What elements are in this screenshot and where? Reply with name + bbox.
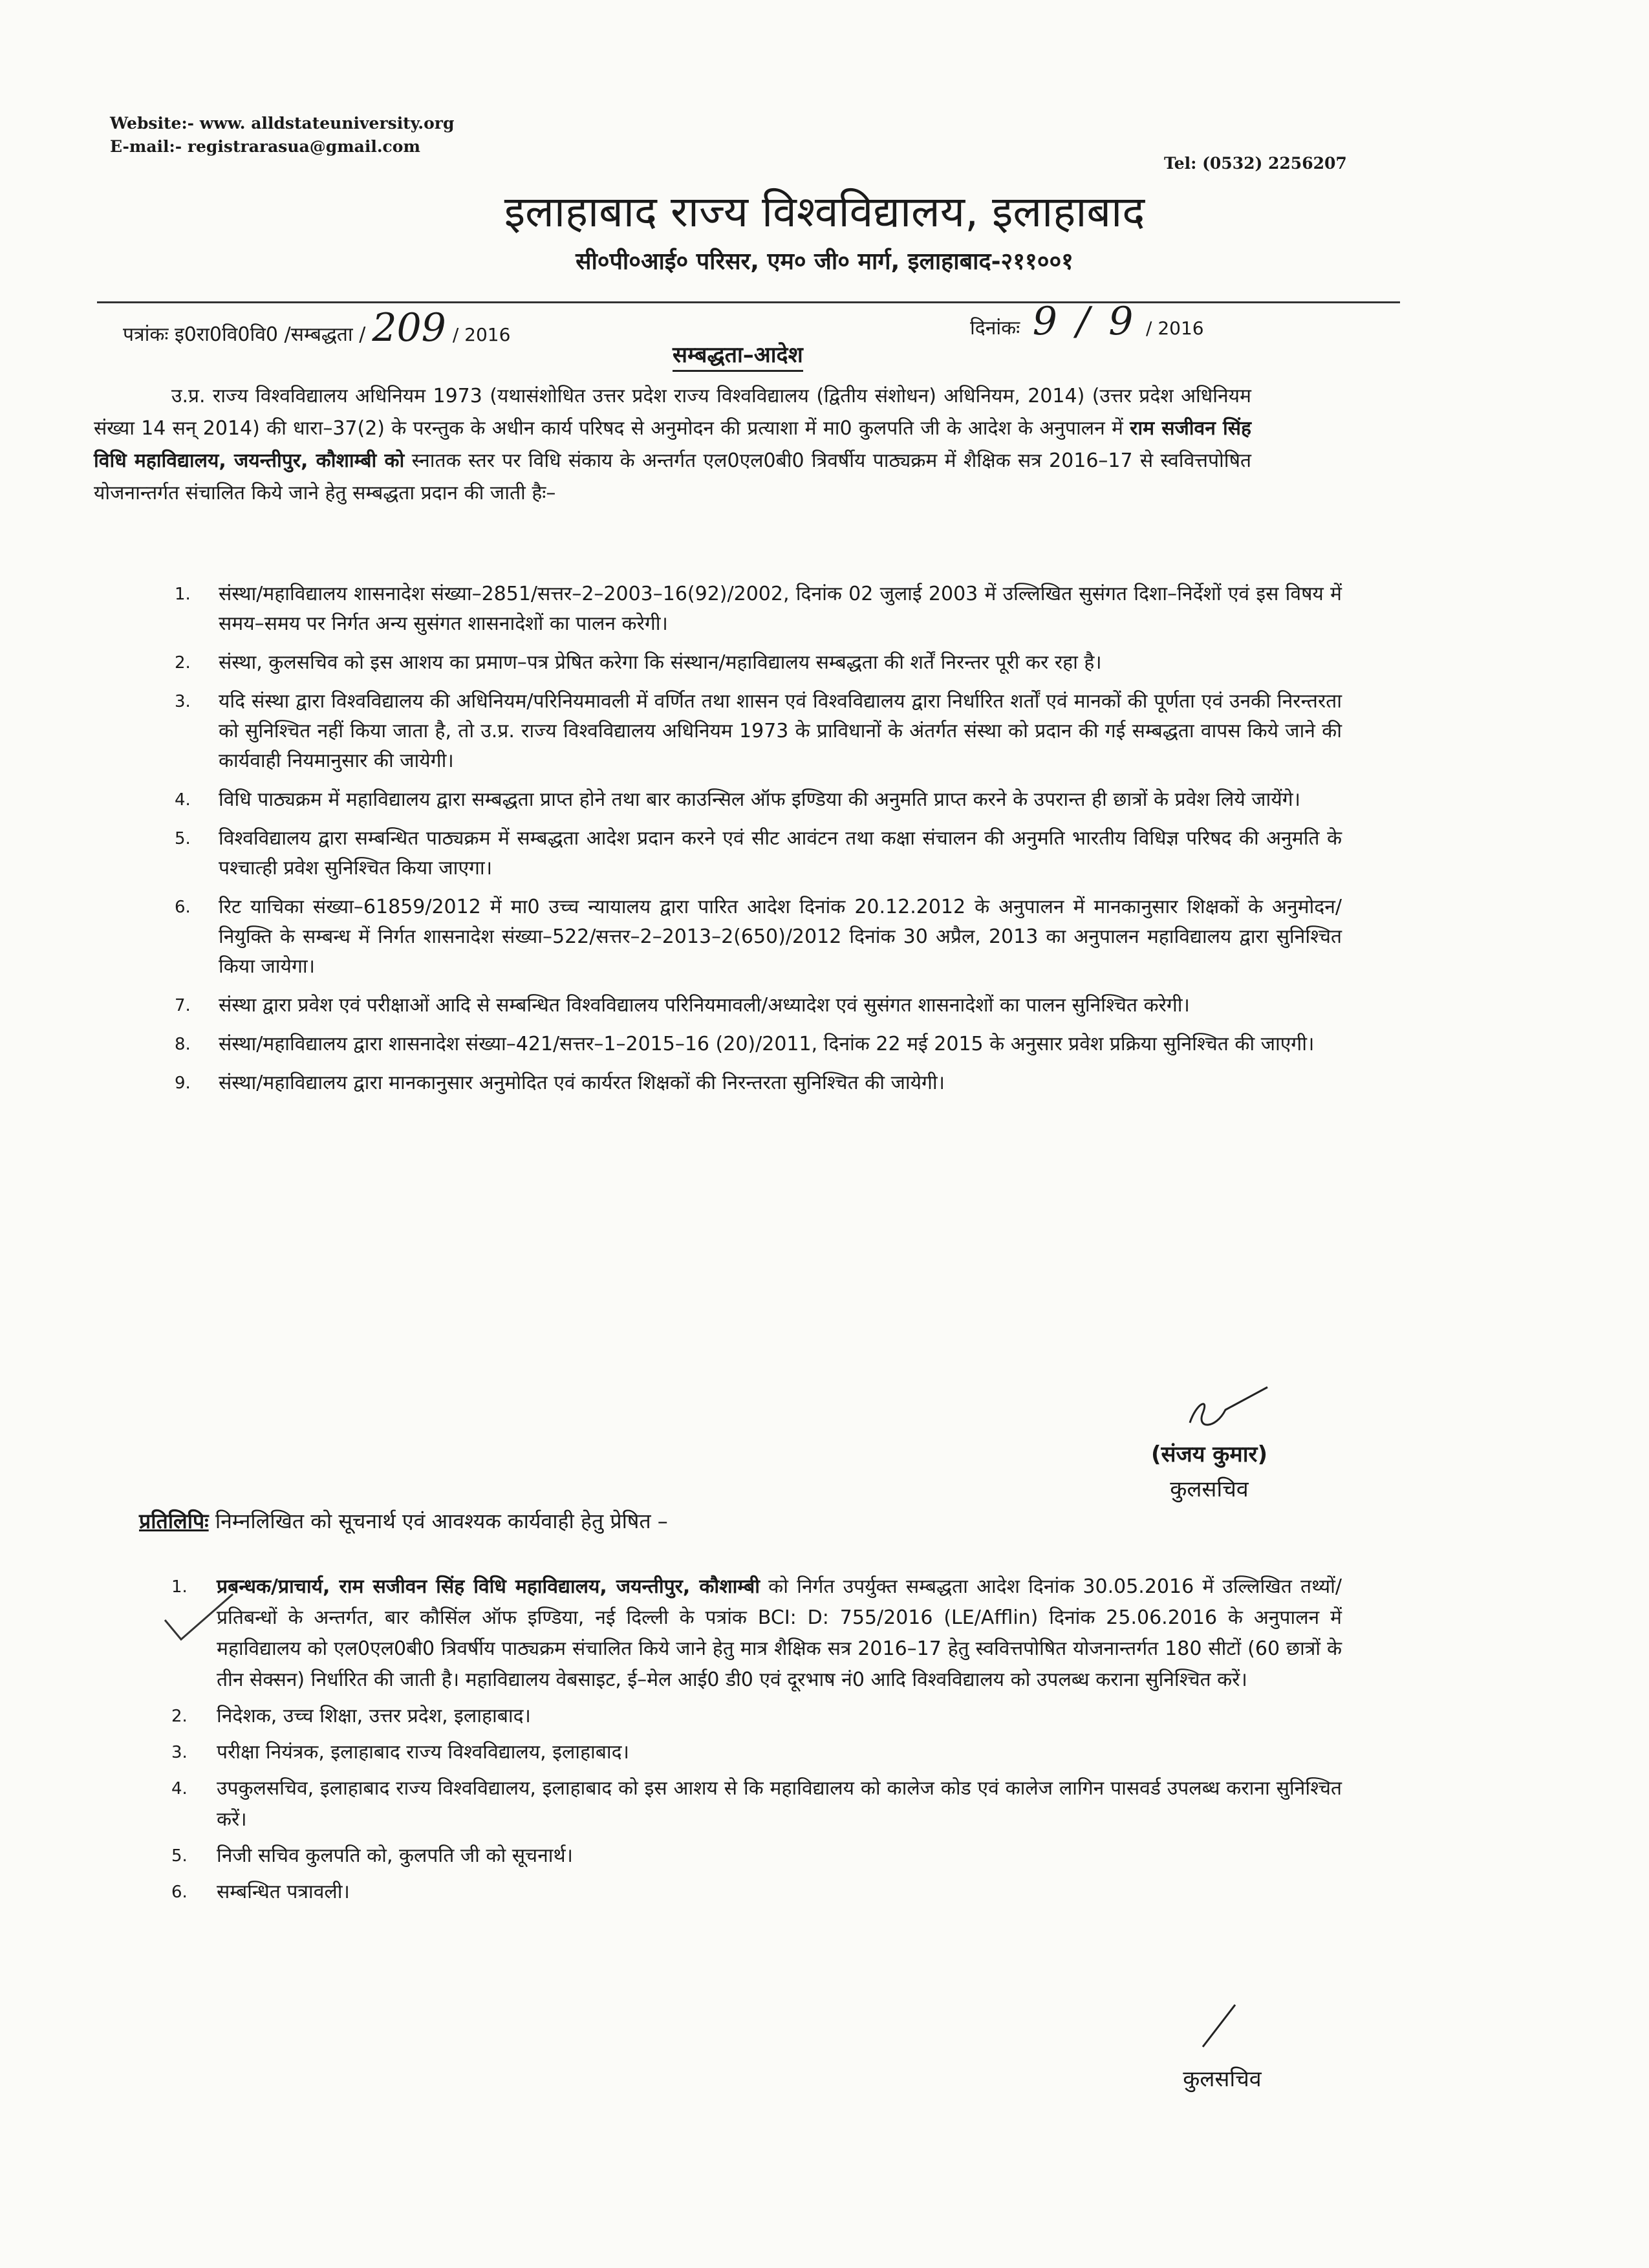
recipient-text: निजी सचिव कुलपति को, कुलपति जी को सूचनार्थ। — [217, 1844, 574, 1867]
recipient-item — [171, 1701, 1342, 1732]
registrar-signature-block-2 — [1138, 1992, 1306, 2093]
condition-item — [175, 785, 1342, 815]
condition-text: संस्था/महाविद्यालय द्वारा शासनादेश संख्या–421/सत्तर–1–2015–16 (20)/2011, दिनांक 22 मई 2015 के अनुसार प्रवेश प्रक्रिया सुनिश्चित की जाएगी। — [219, 1033, 1315, 1055]
copy-to-label: प्रतिलिपिः — [139, 1509, 209, 1533]
email-line: E-mail:- registrarasua@gmail.com — [110, 137, 420, 156]
registrar-designation: कुलसचिव — [1170, 1476, 1249, 1502]
recipient-item — [171, 1877, 1342, 1908]
recipient-number: 6. — [171, 1883, 188, 1902]
recipient-text: परीक्षा नियंत्रक, इलाहाबाद राज्य विश्वविद्यालय, इलाहाबाद। — [217, 1741, 629, 1764]
signature-mark — [1112, 1384, 1306, 1436]
condition-number: 6. — [175, 898, 191, 917]
recipient-item — [171, 1571, 1342, 1696]
header-divider — [97, 301, 1400, 303]
condition-item — [175, 824, 1342, 883]
signature-stroke — [1138, 1992, 1306, 2057]
intro-text: उ.प्र. राज्य विश्वविद्यालय अधिनियम 1973 (यथासंशोधित उत्तर प्रदेश राज्य विश्वविद्यालय (द्वितीय संशोधन) अधिनियम, 2014) (उत्तर प्रदेश अधिनियम संख्या 14 सन् 2014) की धारा–37(2) के परन्तुक के अधीन कार्य परिषद से अनुमोदन की प्रत्याशा में मा0 कुलपति जी के आदेश के अनुपालन में — [94, 385, 1251, 440]
university-address: सी०पी०आई० परिसर, एम० जी० मार्ग, इलाहाबाद-२११००१ — [576, 248, 1073, 275]
condition-text: संस्था/महाविद्यालय द्वारा मानकानुसार अनुमोदित एवं कार्यरत शिक्षकों की निरन्तरता सुनिश्चित की जायेगी। — [219, 1072, 945, 1094]
recipient-item — [171, 1841, 1342, 1872]
recipient-number: 3. — [171, 1743, 188, 1762]
dinank-label: दिनांकः — [970, 317, 1020, 340]
recipient-item — [171, 1737, 1342, 1768]
condition-text: संस्था/महाविद्यालय शासनादेश संख्या–2851/सत्तर–2–2003–16(92)/2002, दिनांक 02 जुलाई 2003 में उल्लिखित सुसंगत दिशा–निर्देशों एवं इस विषय में समय–समय पर निर्गत अन्य सुसंगत शासनादेशों का पालन करेगी। — [219, 583, 1342, 635]
reference-number — [123, 305, 510, 351]
recipient-number: 2. — [171, 1707, 188, 1726]
condition-number: 7. — [175, 996, 191, 1015]
condition-number: 2. — [175, 653, 191, 673]
condition-item — [175, 1068, 1342, 1098]
patrank-number: 209 — [372, 305, 446, 351]
condition-number: 9. — [175, 1074, 191, 1093]
condition-number: 8. — [175, 1035, 191, 1054]
recipient-number: 4. — [171, 1779, 188, 1798]
dinank-sep: / — [1076, 299, 1090, 344]
registrar-name: (संजय कुमार) — [1150, 1442, 1267, 1467]
condition-item — [175, 991, 1342, 1021]
condition-number: 3. — [175, 692, 191, 711]
condition-number: 1. — [175, 585, 191, 604]
copy-recipients-list — [171, 1571, 1342, 1913]
condition-text: रिट याचिका संख्या–61859/2012 में मा0 उच्च न्यायालय द्वारा पारित आदेश दिनांक 20.12.2012 के अनुपालन में मानकानुसार शिक्षकों के अनुमोदन/नियुक्ति के सम्बन्ध में निर्गत शासनादेश संख्या–522/सत्तर–2–2013–2(650)/2012 दिनांक 30 अप्रैल, 2013 का अनुपालन महाविद्यालय द्वारा सुनिश्चित किया जायेगा। — [219, 896, 1342, 978]
telephone-line: Tel: (0532) 2256207 — [1164, 154, 1347, 173]
recipient-text: को निर्गत उपर्युक्त सम्बद्धता आदेश दिनांक 30.05.2016 में उल्लिखित तथ्यों/प्रतिबन्धों के अन्तर्गत, बार कौसिंल ऑफ इण्डिया, नई दिल्ली के पत्रांक BCI: D: 755/2016 (LE/Afflin) दिनांक 25.06.2016 के अनुपालन में महाविद्यालय को एल0एल0बी0 त्रिवर्षीय पाठ्यक्रम संचालित किये जाने हेतु मात्र शैक्षिक सत्र 2016–17 हेतु स्ववित्तपोषित योजनान्तर्गत 180 सीटों (60 छात्रों के तीन सेक्सन) निर्धारित की जाती है। महाविद्यालय वेबसाइट, ई–मेल आई0 डी0 एवं दूरभाष नं0 आदि विश्वविद्यालय को उपलब्ध कराना सुनिश्चित करें। — [217, 1575, 1342, 1691]
condition-number: 4. — [175, 790, 191, 810]
condition-text: विधि पाठ्यक्रम में महाविद्यालय द्वारा सम्बद्धता प्राप्त होने तथा बार काउन्सिल ऑफ इण्डिया की अनुमति प्राप्त करने के उपरान्त ही छात्रों के प्रवेश लिये जायेंगे। — [219, 788, 1300, 811]
intro-end: स्नातक स्तर पर विधि संकाय के अन्तर्गत एल0एल0बी0 त्रिवर्षीय पाठ्यक्रम में शैक्षिक सत्र 2016–17 से स्ववित्तपोषित योजनान्तर्गत संचालित किये जाने हेतु सम्बद्धता प्रदान की जाती हैः– — [94, 449, 1252, 504]
intro-college: राम सजीवन सिंह विधि महाविद्यालय, जयन्तीपुर, कौशाम्बी को — [94, 417, 1251, 472]
order-intro — [94, 380, 1251, 510]
university-name: इलाहाबाद राज्य विश्वविद्यालय, इलाहाबाद — [504, 187, 1145, 237]
registrar-signature-block — [1112, 1384, 1306, 1503]
copy-to-text: निम्नलिखित को सूचनार्थ एवं आवश्यक कार्यवाही हेतु प्रेषित – — [215, 1509, 668, 1533]
date-field — [970, 299, 1204, 344]
recipient-item — [171, 1773, 1342, 1835]
dinank-year: / 2016 — [1146, 318, 1204, 339]
recipient-number: 1. — [171, 1577, 188, 1597]
condition-number: 5. — [175, 829, 191, 848]
copy-to-heading — [139, 1507, 668, 1535]
condition-text: संस्था, कुलसचिव को इस आशय का प्रमाण–पत्र प्रेषित करेगा कि संस्थान/महाविद्यालय सम्बद्धता की शर्तें निरन्तर पूरी कर रहा है। — [219, 651, 1102, 674]
dinank-day: 9 — [1032, 299, 1057, 344]
condition-item — [175, 579, 1342, 639]
condition-text: यदि संस्था द्वारा विश्वविद्यालय की अधिनियम/परिनियमावली में वर्णित तथा शासन एवं विश्वविद्यालय द्वारा निर्धारित शर्तों एवं मानकों की पूर्णता एवं उनकी निरन्तरता को सुनिश्चित नहीं किया जाता है, तो उ.प्र. राज्य विश्वविद्यालय अधिनियम 1973 के प्राविधानों के अंतर्गत संस्था को प्रदान की गई सम्बद्धता वापस किये जाने की कार्यवाही नियमानुसार की जायेगी। — [219, 690, 1342, 772]
recipient-text: उपकुलसचिव, इलाहाबाद राज्य विश्वविद्यालय, इलाहाबाद को इस आशय से कि महाविद्यालय को कालेज कोड एवं कालेज लागिन पासवर्ड उपलब्ध कराना सुनिश्चित करें। — [217, 1777, 1342, 1831]
condition-item — [175, 648, 1342, 678]
condition-text: विश्वविद्यालय द्वारा सम्बन्धित पाठ्यक्रम में सम्बद्धता आदेश प्रदान करने एवं सीट आवंटन तथा कक्षा संचालन की अनुमति भारतीय विधिज्ञ परिषद की अनुमति के पश्चात्ही प्रवेश सुनिश्चित किया जाएगा। — [219, 827, 1342, 880]
condition-text: संस्था द्वारा प्रवेश एवं परीक्षाओं आदि से सम्बन्धित विश्वविद्यालय परिनियमावली/अध्यादेश एवं सुसंगत शासनादेशों का पालन सुनिश्चित करेगी। — [219, 994, 1190, 1017]
conditions-list — [175, 579, 1342, 1107]
recipient-text: सम्बन्धित पत्रावली। — [217, 1881, 350, 1903]
condition-item — [175, 892, 1342, 982]
patrank-year: / 2016 — [452, 324, 511, 345]
website-line: Website:- www. alldstateuniversity.org — [110, 114, 455, 133]
condition-item — [175, 1030, 1342, 1059]
recipient-bold: प्रबन्धक/प्राचार्य, राम सजीवन सिंह विधि महाविद्यालय, जयन्तीपुर, कौशाम्बी — [217, 1575, 760, 1598]
recipient-text: निदेशक, उच्च शिक्षा, उत्तर प्रदेश, इलाहाबाद। — [217, 1705, 531, 1727]
dinank-month: 9 — [1108, 299, 1134, 344]
condition-item — [175, 687, 1342, 776]
order-title: सम्बद्धता–आदेश — [673, 339, 803, 372]
recipient-number: 5. — [171, 1846, 188, 1866]
patrank-label: पत्रांकः इ0रा0वि0वि0 /सम्बद्धता / — [123, 323, 366, 346]
registrar-designation-2: कुलसचिव — [1183, 2066, 1262, 2092]
